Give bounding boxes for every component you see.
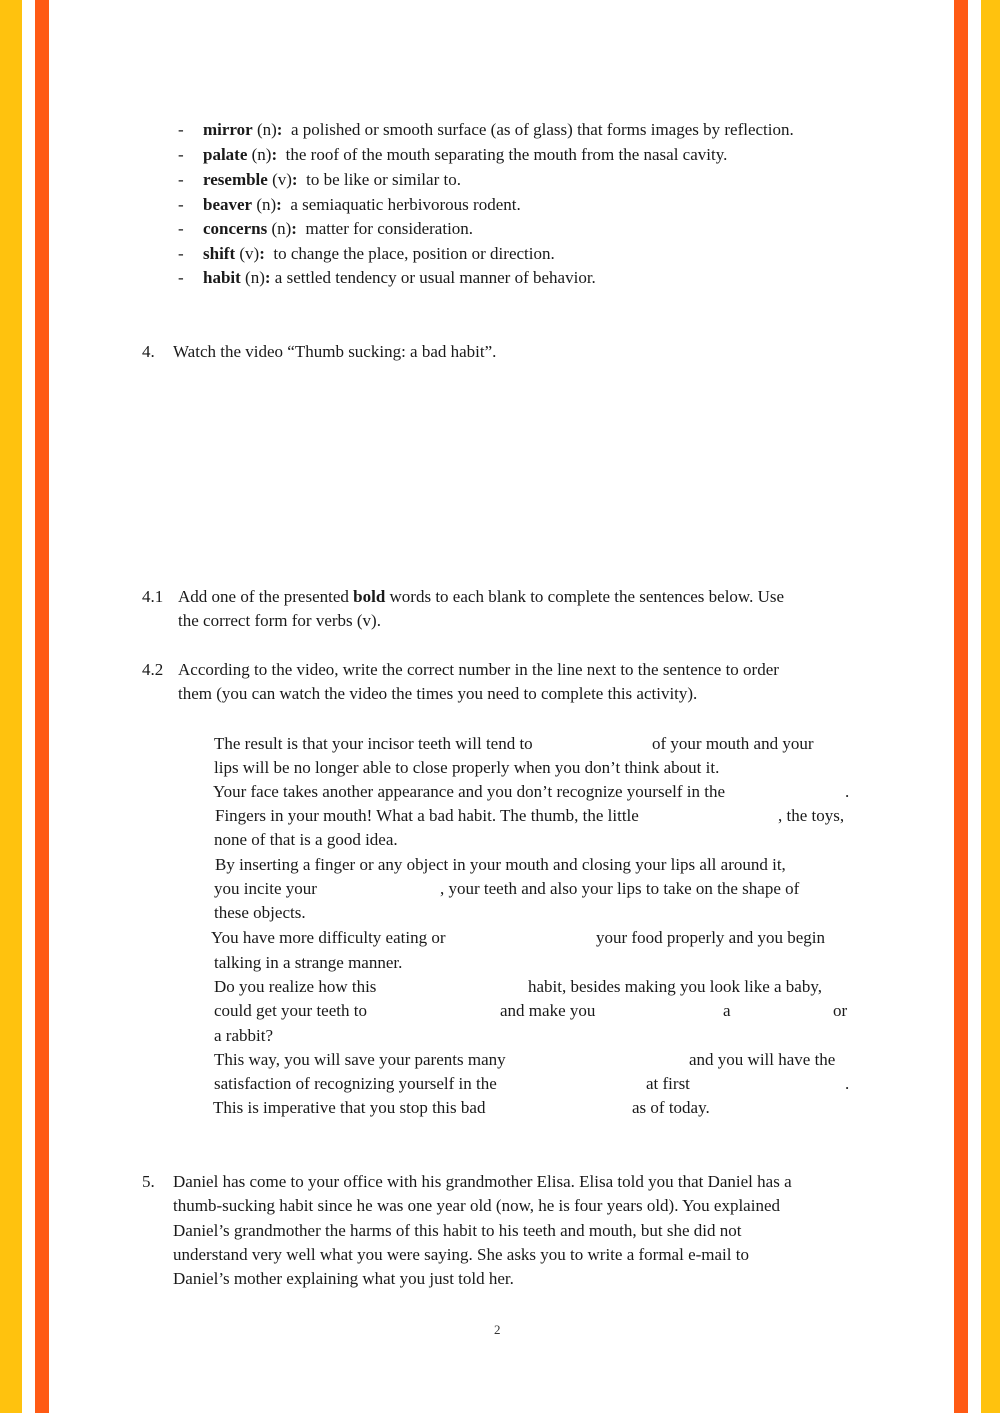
sentence-text: a xyxy=(723,1001,731,1020)
question-5-line: Daniel’s grandmother the harms of this habit to his teeth and mouth, but she did not xyxy=(173,1221,742,1240)
sentence-text: By inserting a finger or any object in your mouth and closing your lips all around it, xyxy=(215,855,786,874)
sentence-text: as of today. xyxy=(632,1098,710,1117)
dash: - xyxy=(178,219,184,238)
sentence-text: your food properly and you begin xyxy=(596,928,825,947)
question-5-line: thumb-sucking habit since he was one year old (now, he is four years old). You explained xyxy=(173,1196,780,1215)
sentence-text: satisfaction of recognizing yourself in the xyxy=(214,1074,497,1093)
right-yellow-stripe xyxy=(981,0,1000,1413)
sentence-text: habit, besides making you look like a baby, xyxy=(528,977,822,996)
dash: - xyxy=(178,145,184,164)
sentence-text: or xyxy=(833,1001,848,1020)
dash: - xyxy=(178,244,184,263)
question-5-line: Daniel has come to your office with his grandmother Elisa. Elisa told you that Daniel has a xyxy=(173,1172,792,1191)
dash: - xyxy=(178,268,184,287)
question-5-line: Daniel’s mother explaining what you just told her. xyxy=(173,1269,514,1288)
question-4-number: 4. xyxy=(142,342,155,361)
question-4-2-line-2: them (you can watch the video the times you need to complete this activity). xyxy=(178,684,698,703)
vocab-definition: matter for consideration. xyxy=(305,219,474,238)
question-5-line: understand very well what you were saying. She asks you to write a formal e-mail to xyxy=(173,1245,749,1264)
question-4-text: Watch the video “Thumb sucking: a bad habit”. xyxy=(173,342,497,361)
vocab-definition: a polished or smooth surface (as of glass) that forms images by reflection. xyxy=(290,120,794,139)
vocab-definition: the roof of the mouth separating the mouth from the nasal cavity. xyxy=(285,145,728,164)
vocab-word: resemble xyxy=(203,170,268,189)
right-orange-stripe xyxy=(954,0,968,1413)
left-yellow-stripe xyxy=(0,0,22,1413)
question-4-1-number: 4.1 xyxy=(142,587,164,606)
sentence-text: This way, you will save your parents many xyxy=(214,1050,506,1069)
sentence-text: You have more difficulty eating or xyxy=(211,928,446,947)
question-4-2-line-1: According to the video, write the correct number in the line next to the sentence to order xyxy=(178,660,779,679)
sentence-text: and make you xyxy=(500,1001,596,1020)
sentence-text: The result is that your incisor teeth will tend to xyxy=(214,734,533,753)
dash: - xyxy=(178,195,184,214)
dash: - xyxy=(178,170,184,189)
question-4-2-number: 4.2 xyxy=(142,660,164,679)
page-number: 2 xyxy=(494,1322,501,1337)
sentence-text: Your face takes another appearance and you don’t recognize yourself in the xyxy=(213,782,726,801)
vocab-definition: a semiaquatic herbivorous rodent. xyxy=(290,195,521,214)
question-5-number: 5. xyxy=(142,1172,155,1191)
vocab-word: habit xyxy=(203,268,241,287)
sentence-text: you incite your xyxy=(214,879,317,898)
sentence-text: could get your teeth to xyxy=(214,1001,367,1020)
question-4-1-line-2: the correct form for verbs (v). xyxy=(178,611,381,630)
sentence-text: of your mouth and your xyxy=(652,734,814,753)
vocab-definition: to be like or similar to. xyxy=(306,170,461,189)
sentence-text: talking in a strange manner. xyxy=(214,953,403,972)
vocab-word: concerns xyxy=(203,219,268,238)
sentence-text: these objects. xyxy=(214,903,306,922)
vocab-word: beaver xyxy=(203,195,253,214)
sentence-text: at first xyxy=(646,1074,690,1093)
sentence-text: , the toys, xyxy=(778,806,845,825)
sentence-text: a rabbit? xyxy=(214,1026,273,1045)
sentence-text: , your teeth and also your lips to take on the shape of xyxy=(440,879,800,898)
vocab-word: mirror xyxy=(203,120,253,139)
sentence-text: . xyxy=(845,782,850,801)
vocab-word: palate xyxy=(203,145,248,164)
sentence-text: . xyxy=(845,1074,850,1093)
vocab-word: shift xyxy=(203,244,236,263)
sentence-text: This is imperative that you stop this bad xyxy=(213,1098,486,1117)
sentence-text: none of that is a good idea. xyxy=(214,830,398,849)
sentence-text: and you will have the xyxy=(689,1050,836,1069)
sentence-text: Do you realize how this xyxy=(214,977,377,996)
left-orange-stripe xyxy=(35,0,49,1413)
question-4-1-line-1: Add one of the presented bold words to each blank to complete the sentences below. Use xyxy=(178,587,785,606)
sentence-text: lips will be no longer able to close properly when you don’t think about it. xyxy=(214,758,720,777)
vocab-definition: a settled tendency or usual manner of behavior. xyxy=(274,268,596,287)
sentence-text: Fingers in your mouth! What a bad habit. The thumb, the little xyxy=(215,806,639,825)
dash: - xyxy=(178,120,184,139)
vocab-definition: to change the place, position or direction. xyxy=(273,244,555,263)
